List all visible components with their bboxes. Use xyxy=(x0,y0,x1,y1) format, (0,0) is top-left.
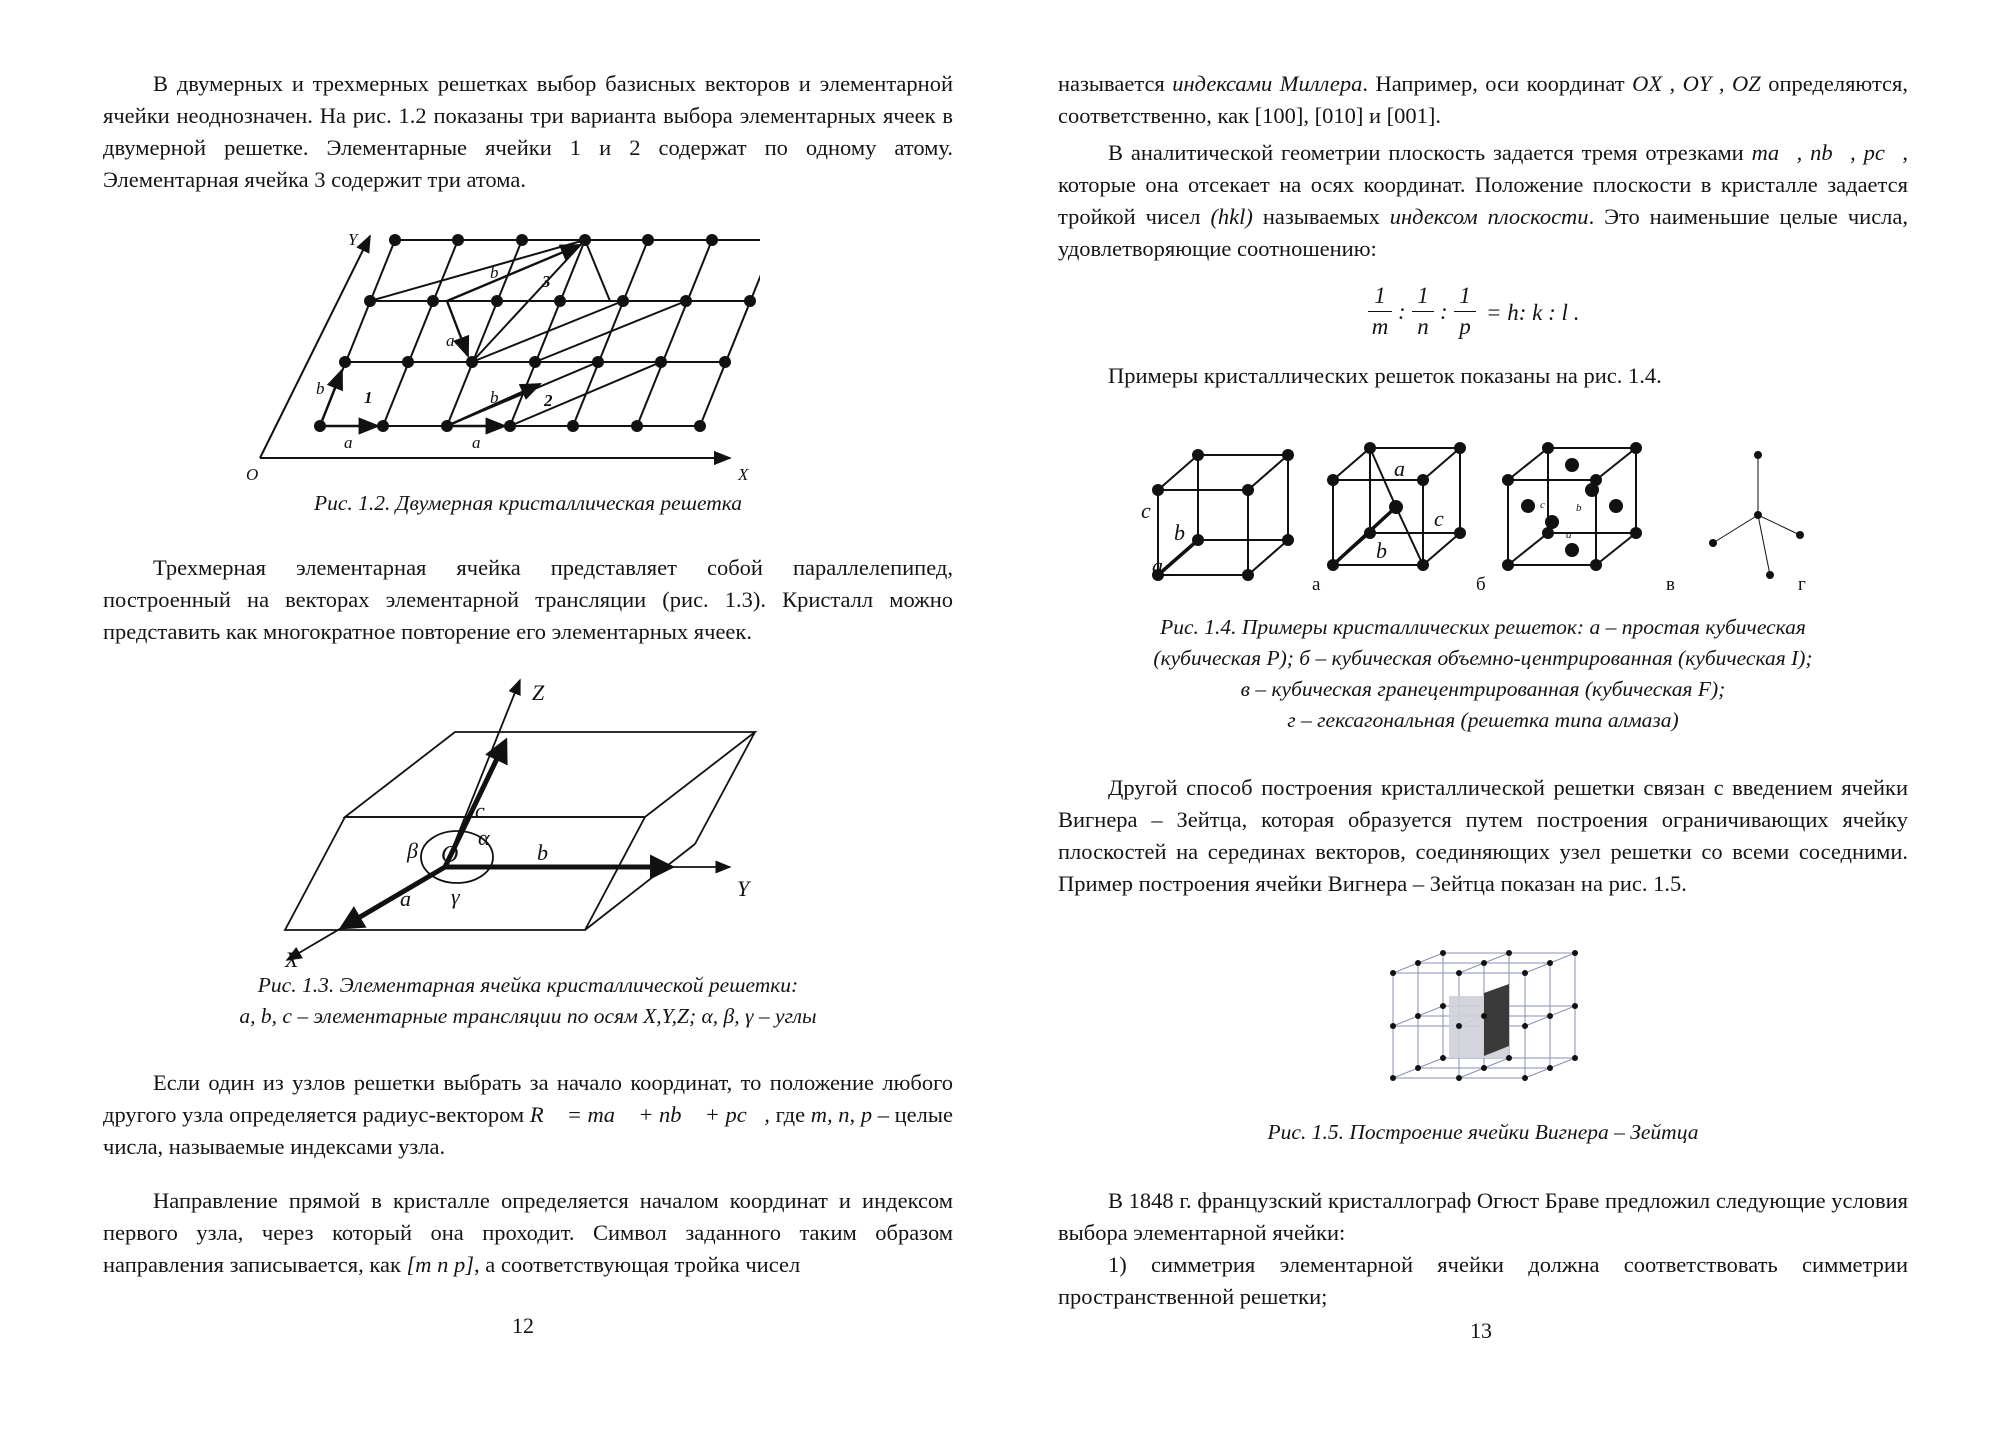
caption-fig-1-4-line4: г – гексагональная (решетка типа алмаза) xyxy=(1287,708,1679,732)
label-cell-3: 3 xyxy=(542,272,551,291)
label-origin: O xyxy=(246,465,259,484)
label-bcc-c: c xyxy=(1434,506,1444,531)
node-indices-symbols: m, n, p xyxy=(810,1102,873,1127)
label-a-cell1: a xyxy=(344,433,353,452)
axes-symbols: OX , OY , OZ xyxy=(1632,71,1761,96)
figure-unit-cell-3d xyxy=(275,672,795,972)
plane-text-4: . Это наименьшие целые числа, удовлетворяющие соотношению: xyxy=(1058,204,1909,261)
label-cell-2: 2 xyxy=(544,391,553,410)
label-bcc-b: b xyxy=(1376,538,1387,563)
label-a-cell3: a xyxy=(446,331,455,350)
paragraph-miller-axes xyxy=(1058,68,1908,132)
caption-fig-1-2: Рис. 1.2. Двумерная кристаллическая решетка xyxy=(313,491,743,515)
label-sc-b: b xyxy=(1174,520,1185,545)
label-sc-c: c xyxy=(1141,498,1151,523)
figure-2d-lattice xyxy=(240,228,760,488)
label-sub-b: б xyxy=(1476,574,1486,595)
paragraph-intro-lattices: В двумерных и трехмерных решетках выбор базисных векторов и элементарной ячейки неоднозначен. На рис. 1.2 показаны три варианта выбора элементарных ячеек в двумерной решетке. Элементарные ячейки 1 и 2 содержат по одному атому. Элементарная ячейка 3 содержит три атома. xyxy=(103,71,953,192)
paragraph-lattice-examples: Примеры кристаллических решеток показаны на рис. 1.4. xyxy=(1108,363,1662,388)
label-bcc-a: a xyxy=(1394,456,1405,481)
label-b-cell3: b xyxy=(490,263,499,282)
label-vector-c: c xyxy=(475,798,485,823)
label-vector-a: a xyxy=(400,886,411,911)
formula-num-1: 1 xyxy=(1374,283,1386,308)
label-sub-v: в xyxy=(1666,574,1675,595)
direction-symbol: [m n p] xyxy=(406,1252,475,1277)
page-number-right: 13 xyxy=(1470,1318,1492,1343)
caption-fig-1-3-line2: a, b, c – элементарные трансляции по осям X,Y,Z; α, β, γ – углы xyxy=(239,1004,817,1028)
paragraph-plane-index xyxy=(1058,137,1908,265)
label-axis-y3: Y xyxy=(737,876,750,901)
plane-vectors: ma⃗, nb⃗, pc⃗ xyxy=(1751,140,1903,165)
plane-text: В аналитической геометрии плоскость задается тремя отрезками xyxy=(1108,140,1744,165)
right-page: называется индексами Миллера. Например, оси координат OX , OY , OZ определяются, соответственно, как [100], [010] и [001]. В аналитической геометрии плоскость задается тремя отрезками ma⃗, nb⃗, pc⃗, которые она отсекает на осях координат. Положение плоскости в кристалле задается тройкой чисел (hkl) называемых индексом плоскости. Это наименьшие целые числа, удовлетворяющие соотношению: 1 m : 1 n : 1 p = h: k : l . Примеры кристаллических решеток показаны на рис. 1.4. c b a a b c c b a а б в г Рис. 1.4. Примеры кристаллических решеток: а – простая кубическая (кубическая P); б – кубическая объемно-центрированная (кубическая I); в – кубическая гранецентрированная (кубическая F); г – гексагональная (решетка типа алмаза) Другой способ построения кристаллической решетки связан с введением ячейки Вигнера – Зейтца, которая образуется путем построения ограничивающих ячейку плоскостей на серединах векторов, соединяющих узел решетки со всеми соседними. Пример построения ячейки Вигнера – Зейтца показан на рис. 1.5. Рис. 1.5. Построение ячейки Вигнера – Зейтца В 1848 г. французский кристаллограф Огюст Браве предложил следующие условия выбора элементарной ячейки: 1) симметрия элементарной ячейки должна соответствовать симметрии пространственной решетки; 13 xyxy=(1008,0,2000,1452)
caption-fig-1-4-line2: (кубическая P); б – кубическая объемно-центрированная (кубическая I); xyxy=(1153,646,1813,670)
paragraph-3d-cell: Трехмерная элементарная ячейка представляет собой параллелепипед, построенный на векторах элементарной трансляции (рис. 1.3). Кристалл можно представить как многократное повторение его элементарных ячеек. xyxy=(103,555,953,644)
paragraph-wigner-seitz: Другой способ построения кристаллической решетки связан с введением ячейки Вигнера – Зейтца, которая образуется путем построения ограничивающих ячейку плоскостей на серединах векторов, соединяющих узел решетки со всеми соседними. Пример построения ячейки Вигнера – Зейтца показан на рис. 1.5. xyxy=(1058,775,1908,896)
formula-den-n: n xyxy=(1417,314,1429,339)
label-axis-x3: X xyxy=(285,947,299,972)
label-beta: β xyxy=(407,838,418,863)
label-axis-x: X xyxy=(738,465,749,484)
label-vector-b: b xyxy=(537,840,548,865)
paragraph-radius-vector xyxy=(103,1067,953,1163)
figure-wigner-seitz xyxy=(1385,948,1585,1098)
plane-index-term: индексом плоскости xyxy=(1389,204,1589,229)
miller-text: называется xyxy=(1058,71,1165,96)
miller-text-2: . Например, оси координат xyxy=(1362,71,1625,96)
caption-fig-1-4-line1: Рис. 1.4. Примеры кристаллических решеток: а – простая кубическая xyxy=(1160,615,1806,639)
paragraph-condition-1: 1) симметрия элементарной ячейки должна соответствовать симметрии пространственной решетки; xyxy=(1058,1252,1908,1309)
label-origin3: O xyxy=(441,842,459,868)
formula-den-m: m xyxy=(1371,314,1389,339)
label-b-cell2: b xyxy=(490,388,499,407)
label-a-cell2: a xyxy=(472,433,481,452)
direction-text-end: , а соответствующая тройка чисел xyxy=(474,1252,801,1277)
label-alpha: α xyxy=(478,825,490,850)
caption-fig-1-3-line1: Рис. 1.3. Элементарная ячейка кристаллической решетки: xyxy=(257,973,799,997)
label-axis-z: Z xyxy=(532,680,545,705)
label-b-cell1: b xyxy=(316,379,325,398)
radius-vector-formula: R⃗ = ma⃗ + nb⃗ + pc⃗, xyxy=(529,1102,770,1127)
label-fcc-b: b xyxy=(1576,502,1582,514)
page-number-left: 12 xyxy=(512,1313,534,1338)
radius-vector-where: где xyxy=(775,1102,806,1127)
node-indices-text: – целые числа, называемые индексами узла. xyxy=(103,1102,953,1159)
figure-crystal-lattices xyxy=(1138,440,1838,600)
plane-text-2: , которые она отсекает на осях координат. Положение плоскости в кристалле задается тройкой чисел xyxy=(1058,140,1909,229)
formula-den-p: p xyxy=(1459,314,1471,339)
label-gamma: γ xyxy=(451,884,460,909)
label-cell-1: 1 xyxy=(364,388,373,407)
label-fcc-c: c xyxy=(1540,499,1545,511)
label-sc-a: a xyxy=(1152,553,1163,578)
formula-num-2: 1 xyxy=(1417,283,1429,308)
paragraph-direction xyxy=(103,1185,953,1281)
formula-rhs: = h: k : l . xyxy=(1486,300,1580,325)
formula-num-3: 1 xyxy=(1459,283,1471,308)
label-fcc-a: a xyxy=(1566,529,1572,541)
plane-hkl: (hkl) xyxy=(1210,204,1253,229)
miller-term: индексами Миллера xyxy=(1172,71,1363,96)
plane-text-3: называемых xyxy=(1262,204,1380,229)
radius-vector-text: Если один из узлов решетки выбрать за начало координат, то положение любого другого узла определяется радиус-вектором xyxy=(103,1070,953,1127)
direction-text: Направление прямой в кристалле определяется началом координат и индексом первого узла, через который она проходит. Символ заданного таким образом направления записывается, как xyxy=(103,1188,953,1277)
paragraph-bravais: В 1848 г. французский кристаллограф Огюст Браве предложил следующие условия выбора элементарной ячейки: xyxy=(1058,1188,1908,1245)
label-sub-g: г xyxy=(1798,574,1806,595)
caption-fig-1-5: Рис. 1.5. Построение ячейки Вигнера – Зейтца xyxy=(1267,1120,1699,1144)
label-axis-y: Y xyxy=(348,230,358,249)
miller-text-3: определяются, соответственно, как [100], [010] и [001]. xyxy=(1058,71,1909,128)
caption-fig-1-4-line3: в – кубическая гранецентрированная (кубическая F); xyxy=(1240,677,1726,701)
label-sub-a: а xyxy=(1312,574,1321,595)
